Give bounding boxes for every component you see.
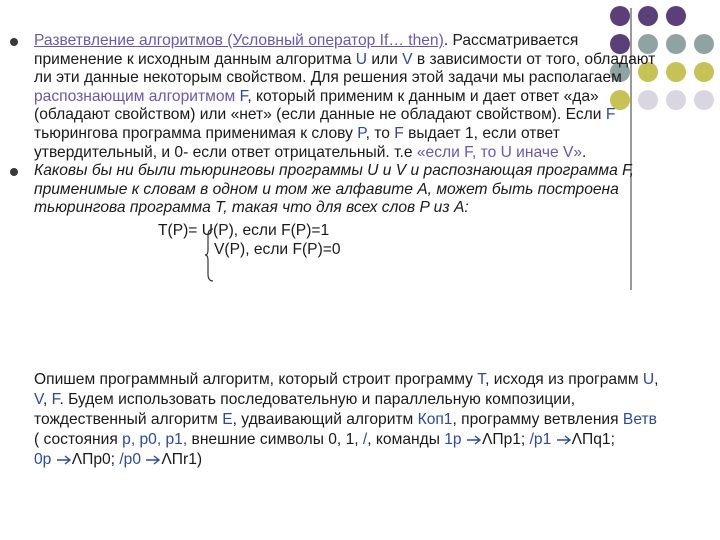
- var-f: F: [394, 124, 404, 142]
- formula-line-1: T(P)= U(P), если F(P)=1: [158, 221, 330, 239]
- command-text: ΛПr1): [161, 451, 203, 468]
- command-text: /р0: [119, 451, 142, 468]
- arrow-right-icon: [145, 455, 161, 465]
- dot: [666, 34, 686, 54]
- bullet-item-2: [8, 162, 656, 218]
- var-v: V: [34, 391, 43, 408]
- text: , удваивающий алгоритм: [232, 411, 418, 428]
- formula-line-2: V(P), если F(P)=0: [214, 240, 341, 258]
- kop1-text: Коп1: [417, 411, 453, 428]
- bullet-text: Каковы бы ни были тьюринговы программы U и V и распознающая программа F, применимые к словам в одном и том же алфавите А, может быть построена тьюрингова программа T, такая что для всех слов P из А:: [34, 162, 634, 217]
- arrow-right-icon: [556, 435, 572, 445]
- var-t: T: [477, 371, 486, 388]
- text: , команды: [367, 431, 445, 448]
- dot: [666, 6, 686, 26]
- text: . Будем использовать последовательную и параллельную композиции, тождественный алгоритм: [34, 391, 576, 428]
- dot: [610, 6, 630, 26]
- content: [8, 32, 656, 259]
- command-text: ΛПq1;: [571, 431, 615, 448]
- text: Опишем программный алгоритм, который строит программу: [34, 371, 478, 388]
- var-u: U: [355, 50, 367, 68]
- bullet-title: Разветвление алгоритмов (Условный оператор If… then): [34, 32, 444, 49]
- text: ,: [42, 391, 52, 408]
- var-u: U: [642, 371, 655, 388]
- dot: [666, 62, 686, 82]
- command-text: 1р: [444, 431, 462, 448]
- dot: [638, 6, 658, 26]
- var-f: F: [605, 106, 616, 124]
- bullet-icon: [10, 38, 18, 46]
- var-e: E: [222, 411, 233, 428]
- paragraph-program: [34, 370, 664, 470]
- formula: [8, 222, 656, 259]
- var-f: F: [239, 87, 248, 105]
- text: , исходя из программ: [485, 371, 643, 388]
- command-text: ΛПр0;: [71, 451, 120, 468]
- brace-icon: [204, 228, 214, 282]
- var-p: P: [357, 124, 366, 142]
- dot: [694, 62, 714, 82]
- text: , который применим к данным и дает ответ «да» (обладают свойством) или «нет» (если данные не обладают свойством). Если: [34, 87, 606, 124]
- dot: [694, 90, 714, 110]
- recognizer-text: распознающим алгоритмом: [34, 87, 236, 105]
- arrow-right-icon: [56, 455, 72, 465]
- dot: [666, 90, 686, 110]
- text: или: [366, 50, 403, 68]
- text: внешние символы 0, 1,: [191, 431, 363, 448]
- dot: [694, 34, 714, 54]
- text: , программу ветвления: [452, 411, 623, 428]
- text: . Рассматривается применение к исходным данным алгоритма: [34, 32, 579, 68]
- var-f: F: [51, 391, 60, 408]
- text: выдает 1, если ответ утвердительный, и 0- если ответ отрицательный. т.е: [34, 124, 560, 161]
- command-text: ΛПр1;: [481, 431, 530, 448]
- var-v: V: [402, 50, 413, 68]
- command-text: 0р: [34, 451, 52, 468]
- command-text: /р1: [529, 431, 552, 448]
- vetv-text: Ветв: [622, 411, 657, 428]
- text: .: [582, 143, 587, 161]
- bullet-item-1: [8, 32, 656, 162]
- text: тьюринговa программа применимая к слову: [34, 124, 358, 142]
- text: ,: [654, 371, 659, 388]
- states-text: р, р0, р1,: [122, 431, 188, 448]
- if-then-text: «если F, то U иначе V»: [416, 143, 583, 161]
- text: ( состояния: [34, 431, 123, 448]
- symbol-text: /: [362, 431, 368, 448]
- text: в зависимости от того, обладают ли эти данные некоторым свойством. Для решения этой задачи мы располагаем: [34, 50, 656, 87]
- arrow-right-icon: [466, 435, 482, 445]
- text: , то: [365, 124, 395, 142]
- bullet-icon: [10, 168, 18, 176]
